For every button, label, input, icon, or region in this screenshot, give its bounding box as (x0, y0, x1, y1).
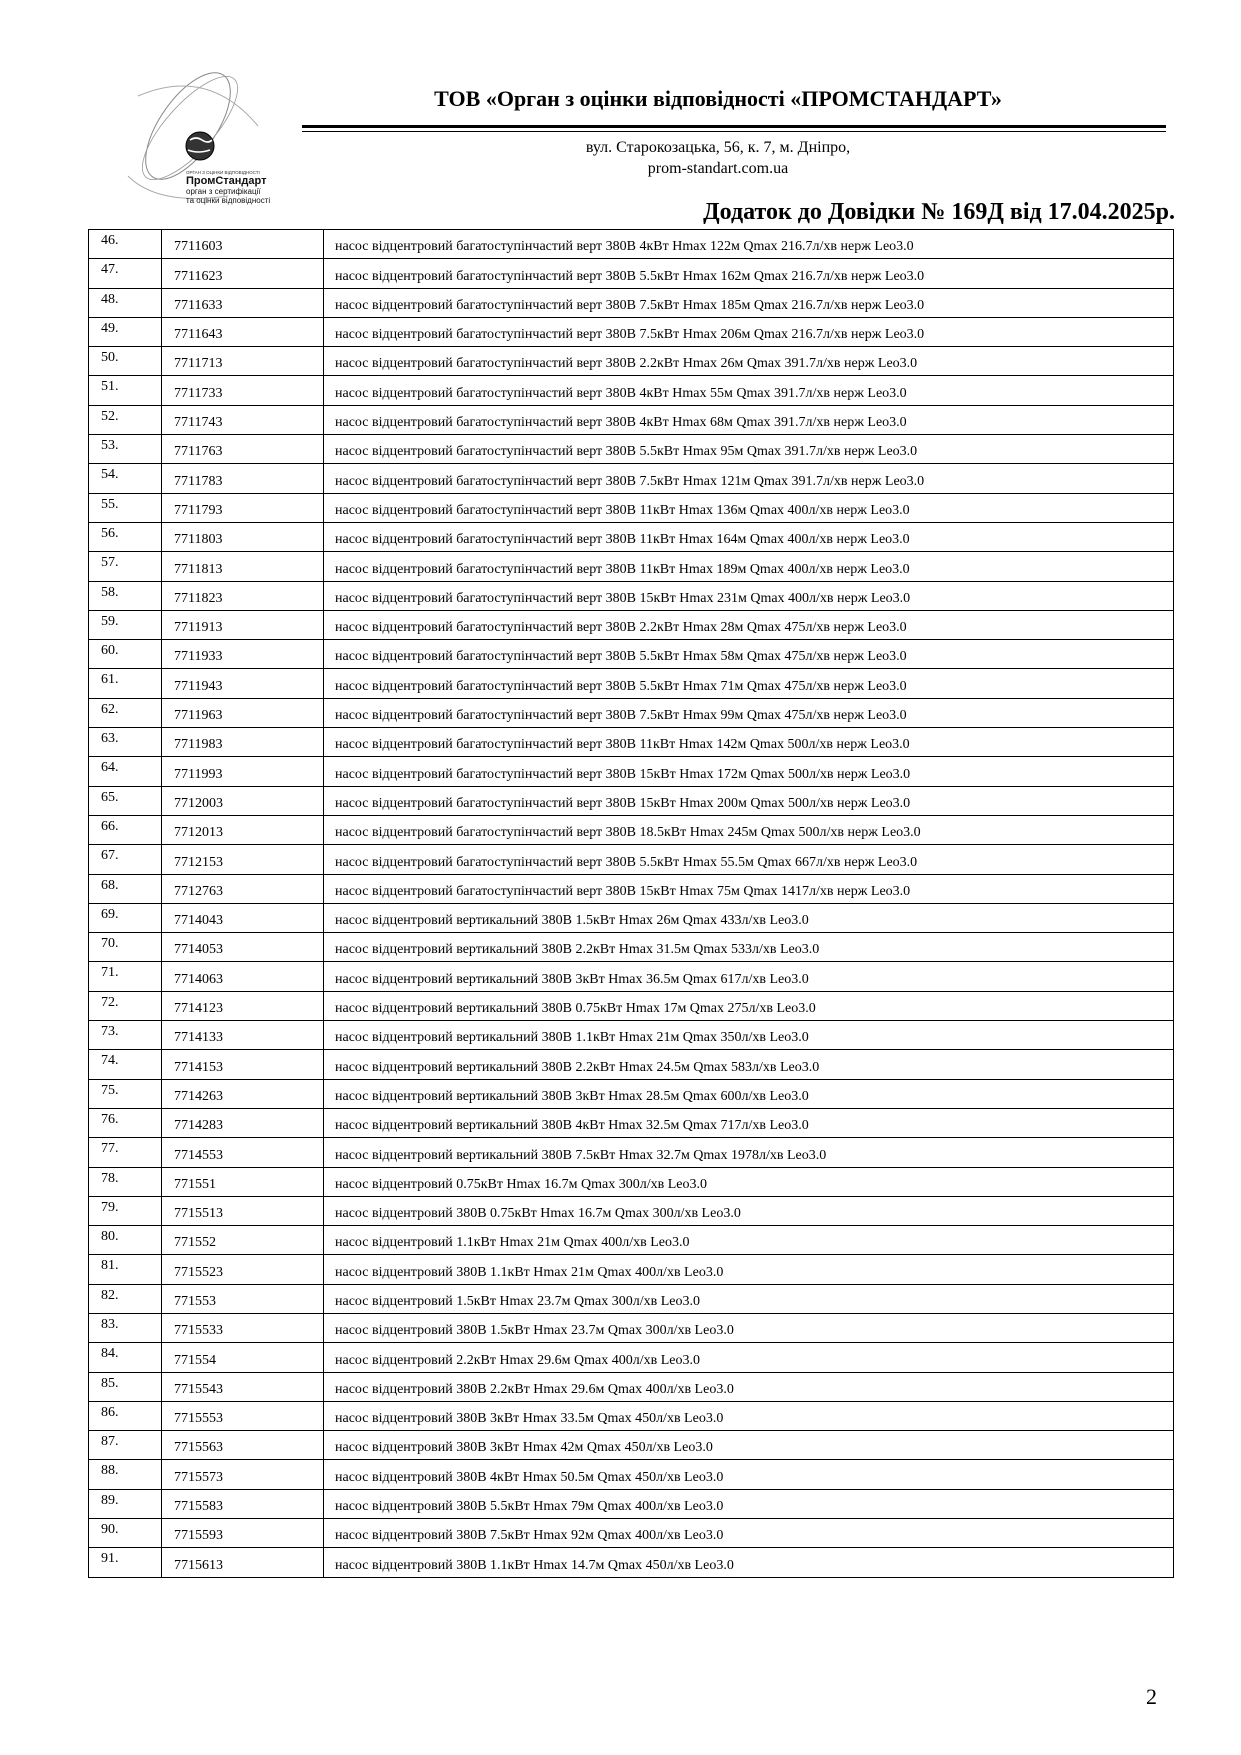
table-row (89, 962, 1174, 991)
row-number: 49. (89, 317, 162, 346)
table-row (89, 933, 1174, 962)
row-number: 85. (89, 1372, 162, 1401)
product-description: насос відцентровий багатоступінчастий верт 380В 5.5кВт Hmax 71м Qmax 475л/хв нерж Leo3.0 (324, 669, 1174, 698)
organization-name: ТОВ «Орган з оцінки відповідності «ПРОМСТАНДАРТ» (434, 86, 1002, 111)
row-number: 74. (89, 1050, 162, 1079)
product-code: 7715513 (162, 1196, 324, 1225)
row-number: 59. (89, 610, 162, 639)
product-description: насос відцентровий 380В 2.2кВт Hmax 29.6м Qmax 400л/хв Leo3.0 (324, 1372, 1174, 1401)
table-row (89, 1079, 1174, 1108)
product-description: насос відцентровий багатоступінчастий верт 380В 11кВт Hmax 189м Qmax 400л/хв нерж Leo3.0 (324, 552, 1174, 581)
product-code: 7712153 (162, 845, 324, 874)
product-description: насос відцентровий 380В 0.75кВт Hmax 16.7м Qmax 300л/хв Leo3.0 (324, 1196, 1174, 1225)
address: вул. Старокозацька, 56, к. 7, м. Дніпро, (585, 139, 851, 156)
row-number: 62. (89, 698, 162, 727)
table-row (89, 786, 1174, 815)
table-row (89, 435, 1174, 464)
product-description: насос відцентровий 1.1кВт Hmax 21м Qmax 400л/хв Leo3.0 (324, 1226, 1174, 1255)
table-row (89, 874, 1174, 903)
table-row (89, 815, 1174, 844)
table-row (89, 1196, 1174, 1225)
row-number: 54. (89, 464, 162, 493)
product-description: насос відцентровий багатоступінчастий верт 380В 15кВт Hmax 172м Qmax 500л/хв нерж Leo3.0 (324, 757, 1174, 786)
table-row (89, 1284, 1174, 1313)
product-code: 7715553 (162, 1401, 324, 1430)
address-block (300, 137, 1136, 179)
product-description: насос відцентровий 380В 1.1кВт Hmax 21м Qmax 400л/хв Leo3.0 (324, 1255, 1174, 1284)
logo-line-1: орган з сертифікації (186, 187, 261, 196)
table-row (89, 903, 1174, 932)
product-code: 771554 (162, 1343, 324, 1372)
product-code: 7711783 (162, 464, 324, 493)
table-row (89, 728, 1174, 757)
product-description: насос відцентровий вертикальний 380В 3кВт Hmax 36.5м Qmax 617л/хв Leo3.0 (324, 962, 1174, 991)
row-number: 52. (89, 405, 162, 434)
product-description: насос відцентровий 2.2кВт Hmax 29.6м Qmax 400л/хв Leo3.0 (324, 1343, 1174, 1372)
table-row (89, 230, 1174, 259)
product-description: насос відцентровий багатоступінчастий верт 380В 18.5кВт Hmax 245м Qmax 500л/хв нерж Leo3.0 (324, 815, 1174, 844)
table-row (89, 1108, 1174, 1137)
product-description: насос відцентровий вертикальний 380В 1.5кВт Hmax 26м Qmax 433л/хв Leo3.0 (324, 903, 1174, 932)
row-number: 55. (89, 493, 162, 522)
table-row (89, 1548, 1174, 1577)
product-code: 7711623 (162, 259, 324, 288)
row-number: 51. (89, 376, 162, 405)
table-row (89, 259, 1174, 288)
table-row (89, 845, 1174, 874)
table-row (89, 347, 1174, 376)
row-number: 47. (89, 259, 162, 288)
product-code: 7711633 (162, 288, 324, 317)
table-row (89, 581, 1174, 610)
product-description: насос відцентровий багатоступінчастий верт 380В 4кВт Hmax 68м Qmax 391.7л/хв нерж Leo3.0 (324, 405, 1174, 434)
table-row (89, 493, 1174, 522)
row-number: 82. (89, 1284, 162, 1313)
product-description: насос відцентровий багатоступінчастий верт 380В 7.5кВт Hmax 99м Qmax 475л/хв нерж Leo3.0 (324, 698, 1174, 727)
row-number: 89. (89, 1489, 162, 1518)
row-number: 87. (89, 1431, 162, 1460)
product-code: 7711983 (162, 728, 324, 757)
product-description: насос відцентровий багатоступінчастий верт 380В 7.5кВт Hmax 185м Qmax 216.7л/хв нерж Leo3.0 (324, 288, 1174, 317)
product-description: насос відцентровий багатоступінчастий верт 380В 15кВт Hmax 231м Qmax 400л/хв нерж Leo3.0 (324, 581, 1174, 610)
product-code: 7711713 (162, 347, 324, 376)
product-code: 7715573 (162, 1460, 324, 1489)
row-number: 76. (89, 1108, 162, 1137)
row-number: 57. (89, 552, 162, 581)
product-description: насос відцентровий 380В 1.1кВт Hmax 14.7м Qmax 450л/хв Leo3.0 (324, 1548, 1174, 1577)
product-description: насос відцентровий багатоступінчастий верт 380В 7.5кВт Hmax 121м Qmax 391.7л/хв нерж Leo3.0 (324, 464, 1174, 493)
product-description: насос відцентровий багатоступінчастий верт 380В 2.2кВт Hmax 26м Qmax 391.7л/хв нерж Leo3.0 (324, 347, 1174, 376)
table-row (89, 1519, 1174, 1548)
product-code: 7711803 (162, 522, 324, 551)
row-number: 53. (89, 435, 162, 464)
row-number: 60. (89, 640, 162, 669)
row-number: 91. (89, 1548, 162, 1577)
product-code: 7711823 (162, 581, 324, 610)
product-description: насос відцентровий вертикальний 380В 3кВт Hmax 28.5м Qmax 600л/хв Leo3.0 (324, 1079, 1174, 1108)
table-row (89, 464, 1174, 493)
table-row (89, 1255, 1174, 1284)
table-row (89, 1313, 1174, 1342)
product-code: 7715533 (162, 1313, 324, 1342)
products-table (88, 229, 1174, 1578)
row-number: 50. (89, 347, 162, 376)
product-description: насос відцентровий вертикальний 380В 4кВт Hmax 32.5м Qmax 717л/хв Leo3.0 (324, 1108, 1174, 1137)
row-number: 77. (89, 1138, 162, 1167)
row-number: 84. (89, 1343, 162, 1372)
table-row (89, 698, 1174, 727)
product-description: насос відцентровий 0.75кВт Hmax 16.7м Qmax 300л/хв Leo3.0 (324, 1167, 1174, 1196)
product-description: насос відцентровий вертикальний 380В 1.1кВт Hmax 21м Qmax 350л/хв Leo3.0 (324, 1021, 1174, 1050)
product-description: насос відцентровий багатоступінчастий верт 380В 11кВт Hmax 142м Qmax 500л/хв нерж Leo3.0 (324, 728, 1174, 757)
row-number: 67. (89, 845, 162, 874)
product-description: насос відцентровий багатоступінчастий верт 380В 11кВт Hmax 136м Qmax 400л/хв нерж Leo3.0 (324, 493, 1174, 522)
row-number: 78. (89, 1167, 162, 1196)
table-row (89, 1021, 1174, 1050)
product-code: 7711733 (162, 376, 324, 405)
header-rule-thick (302, 125, 1166, 128)
product-description: насос відцентровий багатоступінчастий верт 380В 5.5кВт Hmax 162м Qmax 216.7л/хв нерж Leo3.0 (324, 259, 1174, 288)
logo-line-2: та оцінки відповідності (186, 196, 271, 205)
product-code: 7711793 (162, 493, 324, 522)
row-number: 58. (89, 581, 162, 610)
table-row (89, 376, 1174, 405)
product-code: 7715523 (162, 1255, 324, 1284)
product-description: насос відцентровий 380В 3кВт Hmax 42м Qmax 450л/хв Leo3.0 (324, 1431, 1174, 1460)
product-code: 7714133 (162, 1021, 324, 1050)
page-number: 2 (1146, 1684, 1157, 1709)
row-number: 72. (89, 991, 162, 1020)
product-code: 7715583 (162, 1489, 324, 1518)
product-code: 7711603 (162, 230, 324, 259)
product-description: насос відцентровий 380В 4кВт Hmax 50.5м Qmax 450л/хв Leo3.0 (324, 1460, 1174, 1489)
product-code: 7715593 (162, 1519, 324, 1548)
product-code: 7711933 (162, 640, 324, 669)
product-code: 7711643 (162, 317, 324, 346)
product-code: 7711913 (162, 610, 324, 639)
logo-brand: ПромСтандарт (186, 175, 267, 187)
product-code: 771551 (162, 1167, 324, 1196)
product-description: насос відцентровий багатоступінчастий верт 380В 11кВт Hmax 164м Qmax 400л/хв нерж Leo3.0 (324, 522, 1174, 551)
row-number: 70. (89, 933, 162, 962)
product-code: 7714053 (162, 933, 324, 962)
logo-caption (186, 170, 276, 205)
row-number: 73. (89, 1021, 162, 1050)
product-description: насос відцентровий багатоступінчастий верт 380В 2.2кВт Hmax 28м Qmax 475л/хв нерж Leo3.0 (324, 610, 1174, 639)
product-code: 7711963 (162, 698, 324, 727)
row-number: 88. (89, 1460, 162, 1489)
logo-tiny-text: ОРГАН З ОЦІНКИ ВІДПОВІДНОСТІ (186, 170, 260, 175)
product-description: насос відцентровий багатоступінчастий верт 380В 4кВт Hmax 122м Qmax 216.7л/хв нерж Leo3.0 (324, 230, 1174, 259)
table-row (89, 1167, 1174, 1196)
website: prom-standart.com.ua (647, 160, 789, 177)
table-row (89, 1460, 1174, 1489)
product-description: насос відцентровий 380В 7.5кВт Hmax 92м Qmax 400л/хв Leo3.0 (324, 1519, 1174, 1548)
product-code: 7715563 (162, 1431, 324, 1460)
row-number: 81. (89, 1255, 162, 1284)
product-code: 7712013 (162, 815, 324, 844)
product-description: насос відцентровий вертикальний 380В 2.2кВт Hmax 31.5м Qmax 533л/хв Leo3.0 (324, 933, 1174, 962)
table-row (89, 552, 1174, 581)
products-table-body (89, 230, 1174, 1578)
table-row (89, 669, 1174, 698)
product-description: насос відцентровий 380В 5.5кВт Hmax 79м Qmax 400л/хв Leo3.0 (324, 1489, 1174, 1518)
product-description: насос відцентровий вертикальний 380В 7.5кВт Hmax 32.7м Qmax 1978л/хв Leo3.0 (324, 1138, 1174, 1167)
product-description: насос відцентровий вертикальний 380В 0.75кВт Hmax 17м Qmax 275л/хв Leo3.0 (324, 991, 1174, 1020)
row-number: 69. (89, 903, 162, 932)
table-row (89, 640, 1174, 669)
product-description: насос відцентровий багатоступінчастий верт 380В 15кВт Hmax 200м Qmax 500л/хв нерж Leo3.0 (324, 786, 1174, 815)
product-description: насос відцентровий багатоступінчастий верт 380В 7.5кВт Hmax 206м Qmax 216.7л/хв нерж Leo3.0 (324, 317, 1174, 346)
row-number: 46. (89, 230, 162, 259)
product-description: насос відцентровий багатоступінчастий верт 380В 5.5кВт Hmax 55.5м Qmax 667л/хв нерж Leo3.0 (324, 845, 1174, 874)
row-number: 65. (89, 786, 162, 815)
product-code: 7711763 (162, 435, 324, 464)
row-number: 68. (89, 874, 162, 903)
table-row (89, 522, 1174, 551)
product-code: 7714123 (162, 991, 324, 1020)
product-code: 7714063 (162, 962, 324, 991)
product-code: 7712763 (162, 874, 324, 903)
product-code: 7714153 (162, 1050, 324, 1079)
table-row (89, 405, 1174, 434)
row-number: 48. (89, 288, 162, 317)
product-code: 7714553 (162, 1138, 324, 1167)
table-row (89, 610, 1174, 639)
product-code: 7711743 (162, 405, 324, 434)
row-number: 56. (89, 522, 162, 551)
table-row (89, 1431, 1174, 1460)
product-code: 771553 (162, 1284, 324, 1313)
product-code: 7715543 (162, 1372, 324, 1401)
table-row (89, 288, 1174, 317)
row-number: 75. (89, 1079, 162, 1108)
header-rule-thin (302, 131, 1166, 132)
product-description: насос відцентровий багатоступінчастий верт 380В 15кВт Hmax 75м Qmax 1417л/хв нерж Leo3.0 (324, 874, 1174, 903)
product-code: 7711943 (162, 669, 324, 698)
row-number: 63. (89, 728, 162, 757)
product-code: 7715613 (162, 1548, 324, 1577)
table-row (89, 991, 1174, 1020)
row-number: 90. (89, 1519, 162, 1548)
product-code: 7714043 (162, 903, 324, 932)
table-row (89, 1138, 1174, 1167)
product-description: насос відцентровий 380В 3кВт Hmax 33.5м Qmax 450л/хв Leo3.0 (324, 1401, 1174, 1430)
table-row (89, 1343, 1174, 1372)
row-number: 64. (89, 757, 162, 786)
row-number: 80. (89, 1226, 162, 1255)
row-number: 61. (89, 669, 162, 698)
product-code: 7712003 (162, 786, 324, 815)
product-description: насос відцентровий вертикальний 380В 2.2кВт Hmax 24.5м Qmax 583л/хв Leo3.0 (324, 1050, 1174, 1079)
table-row (89, 1372, 1174, 1401)
row-number: 66. (89, 815, 162, 844)
product-description: насос відцентровий багатоступінчастий верт 380В 5.5кВт Hmax 95м Qmax 391.7л/хв нерж Leo3.0 (324, 435, 1174, 464)
product-description: насос відцентровий 1.5кВт Hmax 23.7м Qmax 300л/хв Leo3.0 (324, 1284, 1174, 1313)
row-number: 71. (89, 962, 162, 991)
product-description: насос відцентровий багатоступінчастий верт 380В 4кВт Hmax 55м Qmax 391.7л/хв нерж Leo3.0 (324, 376, 1174, 405)
table-row (89, 1050, 1174, 1079)
table-row (89, 757, 1174, 786)
annex-title: Додаток до Довідки № 169Д від 17.04.2025р. (703, 199, 1175, 225)
product-code: 771552 (162, 1226, 324, 1255)
product-description: насос відцентровий 380В 1.5кВт Hmax 23.7м Qmax 300л/хв Leo3.0 (324, 1313, 1174, 1342)
product-code: 7711813 (162, 552, 324, 581)
table-row (89, 1401, 1174, 1430)
row-number: 86. (89, 1401, 162, 1430)
row-number: 83. (89, 1313, 162, 1342)
row-number: 79. (89, 1196, 162, 1225)
product-code: 7711993 (162, 757, 324, 786)
product-description: насос відцентровий багатоступінчастий верт 380В 5.5кВт Hmax 58м Qmax 475л/хв нерж Leo3.0 (324, 640, 1174, 669)
table-row (89, 1226, 1174, 1255)
table-row (89, 317, 1174, 346)
product-code: 7714263 (162, 1079, 324, 1108)
product-code: 7714283 (162, 1108, 324, 1137)
table-row (89, 1489, 1174, 1518)
